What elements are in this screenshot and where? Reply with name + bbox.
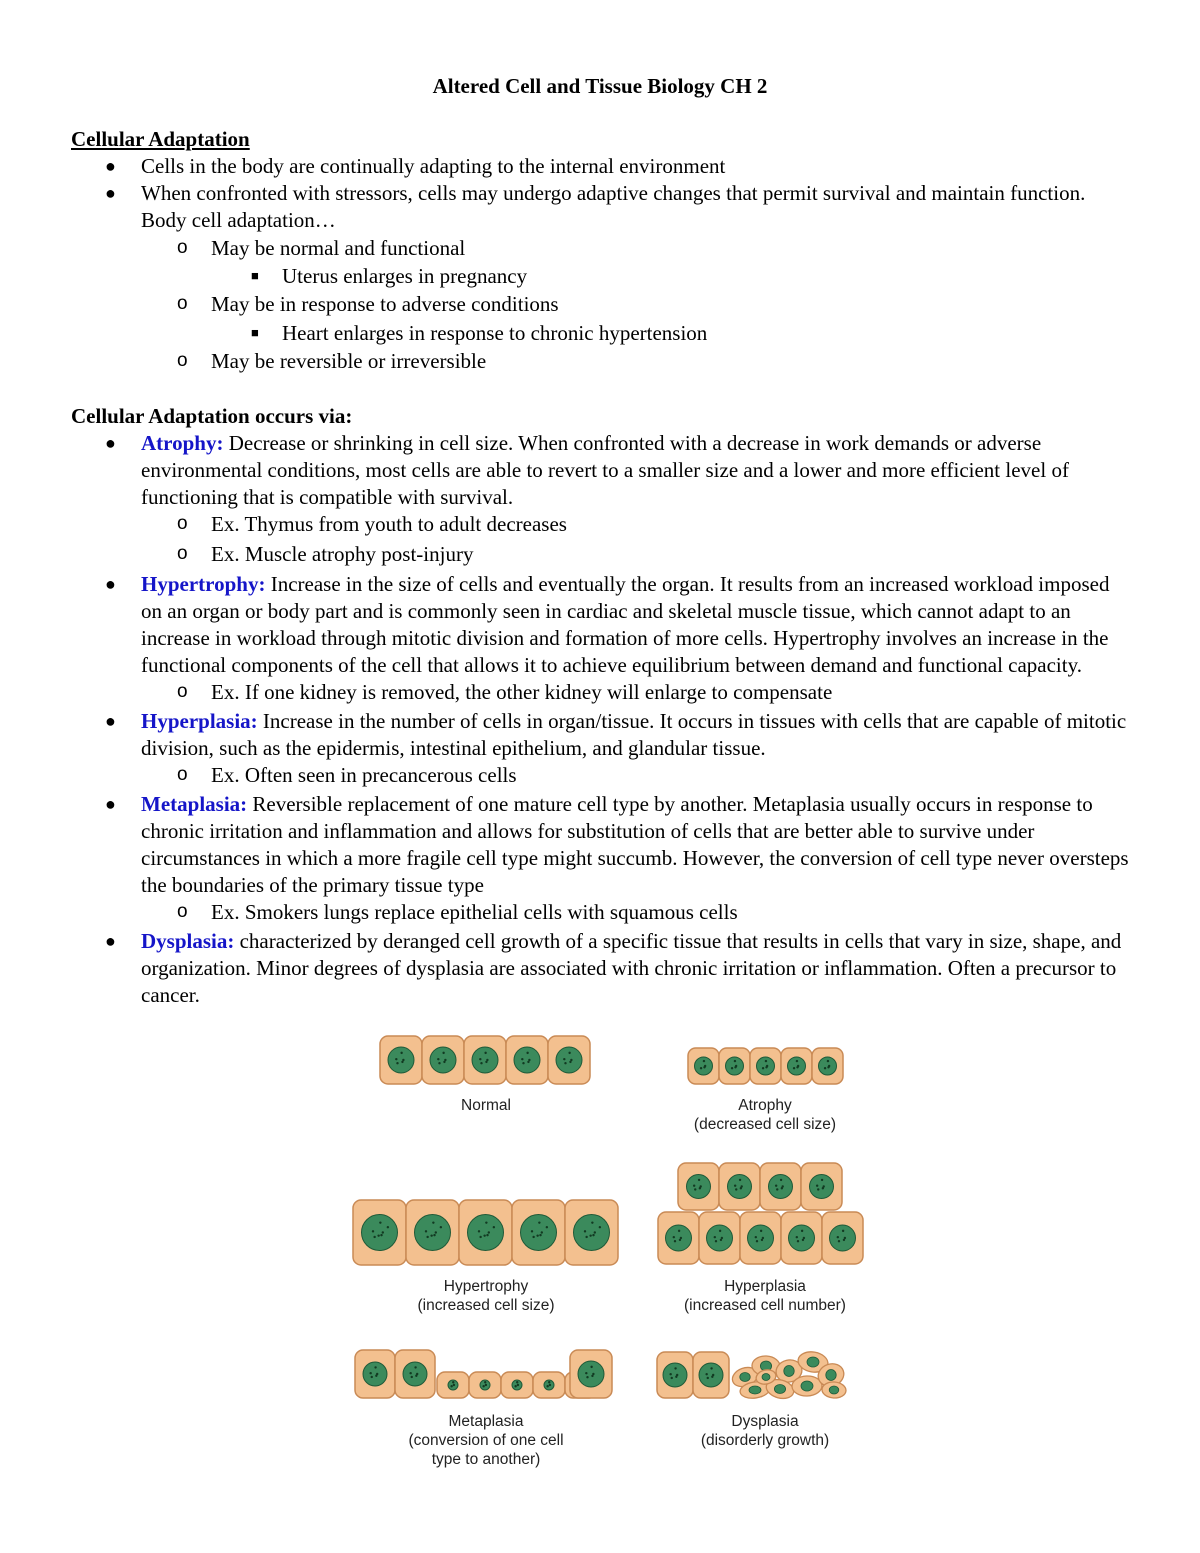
chromatin-dot [426,1236,428,1238]
chromatin-dot [842,1230,844,1232]
nucleus [388,1047,414,1073]
chromatin-dot [703,1066,705,1068]
list-item-metaplasia: ● Metaplasia: Reversible replacement of one mature cell type by another. Metaplasia usually occurs in response to chronic irritation and inflammation and allows for substitution of cells that are better able to survive under circumstances in which a more fragile cell type might succumb. However, the conversion of cell type never oversteps the boundaries of the primary tissue type o Ex. Smokers lungs replace epithelial cells with squamous cells [71,791,1131,926]
adaptation-list [71,153,1131,375]
nucleus [514,1047,540,1073]
chromatin-dot [568,1052,570,1054]
chromatin-dot [714,1236,716,1238]
chromatin-dot [539,1234,541,1236]
dysplastic-nucleus [826,1370,836,1381]
bullet-icon: ● [105,931,116,951]
sub-list-item: o Ex. Muscle atrophy post-injury [177,542,474,566]
bullet-icon: ● [105,794,116,814]
chromatin-dot [414,1366,416,1368]
chromatin-dot [740,1187,742,1189]
dysplastic-nucleus [749,1386,761,1394]
circle-bullet-icon: o [177,901,188,922]
chromatin-dot [430,1234,432,1236]
chromatin-dot [703,1060,705,1062]
chromatin-dot [548,1381,550,1383]
chromatin-dot [546,1385,548,1387]
chromatin-dot [674,1367,676,1369]
chromatin-dot [493,1226,495,1228]
chromatin-dot [395,1058,397,1060]
chromatin-dot [817,1188,819,1190]
chromatin-dot [564,1062,566,1064]
square-bullet-icon: ■ [251,325,259,340]
sub-list-item: o Ex. Smokers lungs replace epithelial cells with squamous cells [177,900,738,924]
nucleus [363,1362,387,1386]
nucleus [707,1225,733,1251]
chromatin-dot [796,1236,798,1238]
chromatin-dot [694,1188,696,1190]
chromatin-dot [700,1067,702,1069]
chromatin-dot [711,1376,713,1378]
nucleus [748,1225,774,1251]
circle-bullet-icon: o [177,513,188,534]
chromatin-dot [693,1185,695,1187]
chromatin-dot [827,1066,829,1068]
dysplastic-nucleus [740,1373,750,1382]
dysplastic-nucleus [801,1381,813,1391]
chromatin-dot [440,1226,442,1228]
sub-sub-list-item: ■ Uterus enlarges in pregnancy [251,264,528,288]
nucleus [362,1215,398,1251]
chromatin-dot [585,1236,587,1238]
chromatin-dot [437,1058,439,1060]
nucleus [819,1057,837,1075]
circle-bullet-icon: o [177,543,188,564]
chromatin-dot [442,1052,444,1054]
chromatin-dot [838,1240,840,1242]
nucleus [728,1175,752,1199]
chromatin-dot [705,1373,707,1375]
chromatin-dot [433,1234,435,1236]
bullet-icon: ● [105,711,116,731]
bullet-icon: ● [105,574,116,594]
chromatin-dot [734,1185,736,1187]
chromatin-dot [760,1230,762,1232]
chromatin-dot [698,1179,700,1181]
nucleus [430,1047,456,1073]
nucleus [695,1057,713,1075]
dysplastic-nucleus [762,1374,770,1381]
chromatin-dot [781,1187,783,1189]
nucleus [810,1175,834,1199]
chromatin-dot [452,1381,454,1383]
list-item-atrophy: ● Atrophy: Decrease or shrinking in cell size. When confronted with a decrease in work demands or adverse environmental conditions, most cells are able to revert to a smaller size and a lower and more efficient level of functioning that is compatible with survival. o Ex. Thymus from youth to adult decreases o Ex. Muscle atrophy post-injury [71,430,1131,568]
chromatin-dot [775,1185,777,1187]
nucleus [556,1047,582,1073]
chromatin-dot [822,1187,824,1189]
dysplastic-nucleus [829,1386,839,1394]
chromatin-dot [586,1376,588,1378]
dysplastic-nucleus [807,1357,819,1367]
chromatin-dot [483,1234,485,1236]
chromatin-dot [796,1066,798,1068]
chromatin-dot [592,1234,594,1236]
chromatin-dot [755,1236,757,1238]
chromatin-dot [821,1179,823,1181]
nucleus [578,1361,604,1387]
chromatin-dot [453,1384,455,1386]
nucleus [788,1057,806,1075]
chromatin-dot [590,1366,592,1368]
chromatin-dot [516,1381,518,1383]
chromatin-dot [801,1230,803,1232]
chromatin-dot [739,1179,741,1181]
bullet-icon: ● [105,156,116,176]
chromatin-dot [372,1230,374,1232]
chromatin-dot [827,1060,829,1062]
list-item: ● Cells in the body are continually adapting to the internal environment [105,154,726,178]
nucleus [726,1057,744,1075]
chromatin-dot [594,1231,596,1233]
chromatin-dot [762,1067,764,1069]
chromatin-dot [824,1067,826,1069]
bullet-icon: ● [105,183,116,203]
nucleus [830,1225,856,1251]
chromatin-dot [797,1240,799,1242]
atrophy-caption: Atrophy (decreased cell size) [693,1097,837,1133]
chromatin-dot [563,1058,565,1060]
chromatin-dot [387,1226,389,1228]
chromatin-dot [671,1377,673,1379]
chromatin-dot [411,1376,413,1378]
chromatin-dot [674,1240,676,1242]
chromatin-dot [843,1239,845,1241]
chromatin-dot [541,1231,543,1233]
sub-list-item: o Ex. Thymus from youth to adult decreases [177,512,567,536]
chromatin-dot [400,1052,402,1054]
chromatin-dot [765,1060,767,1062]
cell-adaptation-figure [340,1030,880,1480]
chromatin-dot [734,1060,736,1062]
chromatin-dot [679,1239,681,1241]
nucleus [468,1215,504,1251]
page-title: Altered Cell and Tissue Biology CH 2 [432,74,768,98]
sub-list-item: o May be in response to adverse conditions ■ Heart enlarges in response to chronic hypertension [71,291,1131,347]
chromatin-dot [484,1381,486,1383]
chromatin-dot [382,1231,384,1233]
chromatin-dot [720,1239,722,1241]
chromatin-dot [522,1062,524,1064]
list-item-hyperplasia: ● Hyperplasia: Increase in the number of cells in organ/tissue. It occurs in tissues with cells that are capable of mitotic division, such as the epidermis, intestinal epithelium, and glandular tissue. o Ex. Often seen in precancerous cells [71,708,1131,789]
chromatin-dot [673,1236,675,1238]
chromatin-dot [707,1377,709,1379]
chromatin-dot [756,1240,758,1242]
chromatin-dot [482,1385,484,1387]
nucleus [574,1215,610,1251]
chromatin-dot [776,1188,778,1190]
chromatin-dot [438,1062,440,1064]
chromatin-dot [488,1231,490,1233]
chromatin-dot [415,1375,417,1377]
chromatin-dot [371,1376,373,1378]
nucleus [521,1215,557,1251]
chromatin-dot [486,1234,488,1236]
chromatin-dot [485,1221,487,1223]
nucleus [403,1362,427,1386]
chromatin-dot [396,1062,398,1064]
chromatin-dot [591,1375,593,1377]
adaptation-types-list [71,430,1131,1009]
dysplasia-caption: Dysplasia (disorderly growth) [700,1413,830,1449]
chromatin-dot [585,1372,587,1374]
chromatin-dot [599,1226,601,1228]
chromatin-dot [531,1230,533,1232]
chromatin-dot [484,1052,486,1054]
chromatin-dot [699,1187,701,1189]
section-heading-adaptation-via: Cellular Adaptation occurs via: [71,404,353,428]
chromatin-dot [480,1062,482,1064]
chromatin-dot [450,1385,452,1387]
chromatin-dot [443,1061,445,1063]
chromatin-dot [478,1230,480,1232]
chromatin-dot [584,1230,586,1232]
list-item-dysplasia: ● Dysplasia: characterized by deranged cell growth of a specific tissue that results in cells that vary in size, shape, and organization. Minor degrees of dysplasia are associated with chronic irritation or inflammation. Often a precursor to cancer. [105,929,1122,1007]
metaplasia-caption: Metaplasia (conversion of one cell type to another) [408,1413,564,1468]
chromatin-dot [479,1236,481,1238]
chromatin-dot [678,1230,680,1232]
chromatin-dot [675,1376,677,1378]
hypertrophy-caption: Hypertrophy (increased cell size) [417,1278,555,1314]
circle-bullet-icon: o [177,764,188,785]
dysplastic-nucleus [774,1385,785,1394]
chromatin-dot [380,1234,382,1236]
chromatin-dot [526,1052,528,1054]
circle-bullet-icon: o [177,237,188,258]
sub-list-item: o Ex. If one kidney is removed, the other kidney will enlarge to compensate [177,680,833,704]
dysplastic-nucleus [784,1366,794,1377]
chromatin-dot [837,1236,839,1238]
chromatin-dot [731,1067,733,1069]
chromatin-dot [591,1221,593,1223]
chromatin-dot [401,1061,403,1063]
nucleus [757,1057,775,1075]
bullet-icon: ● [105,433,116,453]
chromatin-dot [375,1375,377,1377]
sub-sub-list-item: ■ Heart enlarges in response to chronic hypertension [251,321,708,345]
chromatin-dot [373,1236,375,1238]
chromatin-dot [793,1067,795,1069]
nucleus [687,1175,711,1199]
nucleus [472,1047,498,1073]
sub-list-item: o May be reversible or irreversible [177,349,487,373]
chromatin-dot [379,1221,381,1223]
chromatin-dot [485,1384,487,1386]
chromatin-dot [710,1367,712,1369]
chromatin-dot [425,1230,427,1232]
chromatin-dot [538,1221,540,1223]
chromatin-dot [549,1384,551,1386]
circle-bullet-icon: o [177,350,188,371]
circle-bullet-icon: o [177,293,188,314]
hyperplasia-caption: Hyperplasia (increased cell number) [684,1278,846,1314]
list-item: ● When confronted with stressors, cells may undergo adaptive changes that permit survival and maintain function. Body cell adaptation… o May be normal and functional ■ Uterus enlarges in pregnancy o May be in response to adverse conditions ■ Heart enlarges in response to chronic hypertension o May be reversible or irreversible [71,180,1131,375]
chromatin-dot [796,1060,798,1062]
sub-list-item: o Ex. Often seen in precancerous cells [177,763,517,787]
chromatin-dot [514,1385,516,1387]
chromatin-dot [432,1221,434,1223]
nucleus [769,1175,793,1199]
chromatin-dot [546,1226,548,1228]
chromatin-dot [669,1373,671,1375]
chromatin-dot [517,1384,519,1386]
chromatin-dot [569,1061,571,1063]
chromatin-dot [435,1231,437,1233]
chromatin-dot [527,1061,529,1063]
chromatin-dot [761,1239,763,1241]
chromatin-dot [715,1240,717,1242]
chromatin-dot [735,1188,737,1190]
chromatin-dot [802,1239,804,1241]
section-heading-adaptation: Cellular Adaptation [71,127,250,151]
nucleus [699,1363,723,1387]
chromatin-dot [719,1230,721,1232]
chromatin-dot [734,1066,736,1068]
chromatin-dot [816,1185,818,1187]
chromatin-dot [765,1066,767,1068]
nucleus [663,1363,687,1387]
chromatin-dot [485,1061,487,1063]
list-item-hypertrophy: ● Hypertrophy: Increase in the size of cells and eventually the organ. It results from an increased workload imposed on an organ or body part and is commonly seen in cardiac and skeletal muscle tissue, which cannot adapt to an increase in workload through mitotic division and formation of more cells. Hypertrophy involves an increase in the functional components of the cell that allows it to achieve equilibrium between demand and functional capacity. o Ex. If one kidney is removed, the other kidney will enlarge to compensate [71,571,1131,706]
nucleus [666,1225,692,1251]
chromatin-dot [479,1058,481,1060]
square-bullet-icon: ■ [251,268,259,283]
chromatin-dot [409,1372,411,1374]
chromatin-dot [532,1236,534,1238]
circle-bullet-icon: o [177,681,188,702]
chromatin-dot [521,1058,523,1060]
chromatin-dot [369,1372,371,1374]
chromatin-dot [780,1179,782,1181]
chromatin-dot [377,1234,379,1236]
normal-caption: Normal [461,1097,511,1114]
nucleus [415,1215,451,1251]
chromatin-dot [536,1234,538,1236]
sub-list-item: o May be normal and functional ■ Uterus enlarges in pregnancy [71,235,1131,290]
nucleus [789,1225,815,1251]
chromatin-dot [374,1366,376,1368]
chromatin-dot [589,1234,591,1236]
